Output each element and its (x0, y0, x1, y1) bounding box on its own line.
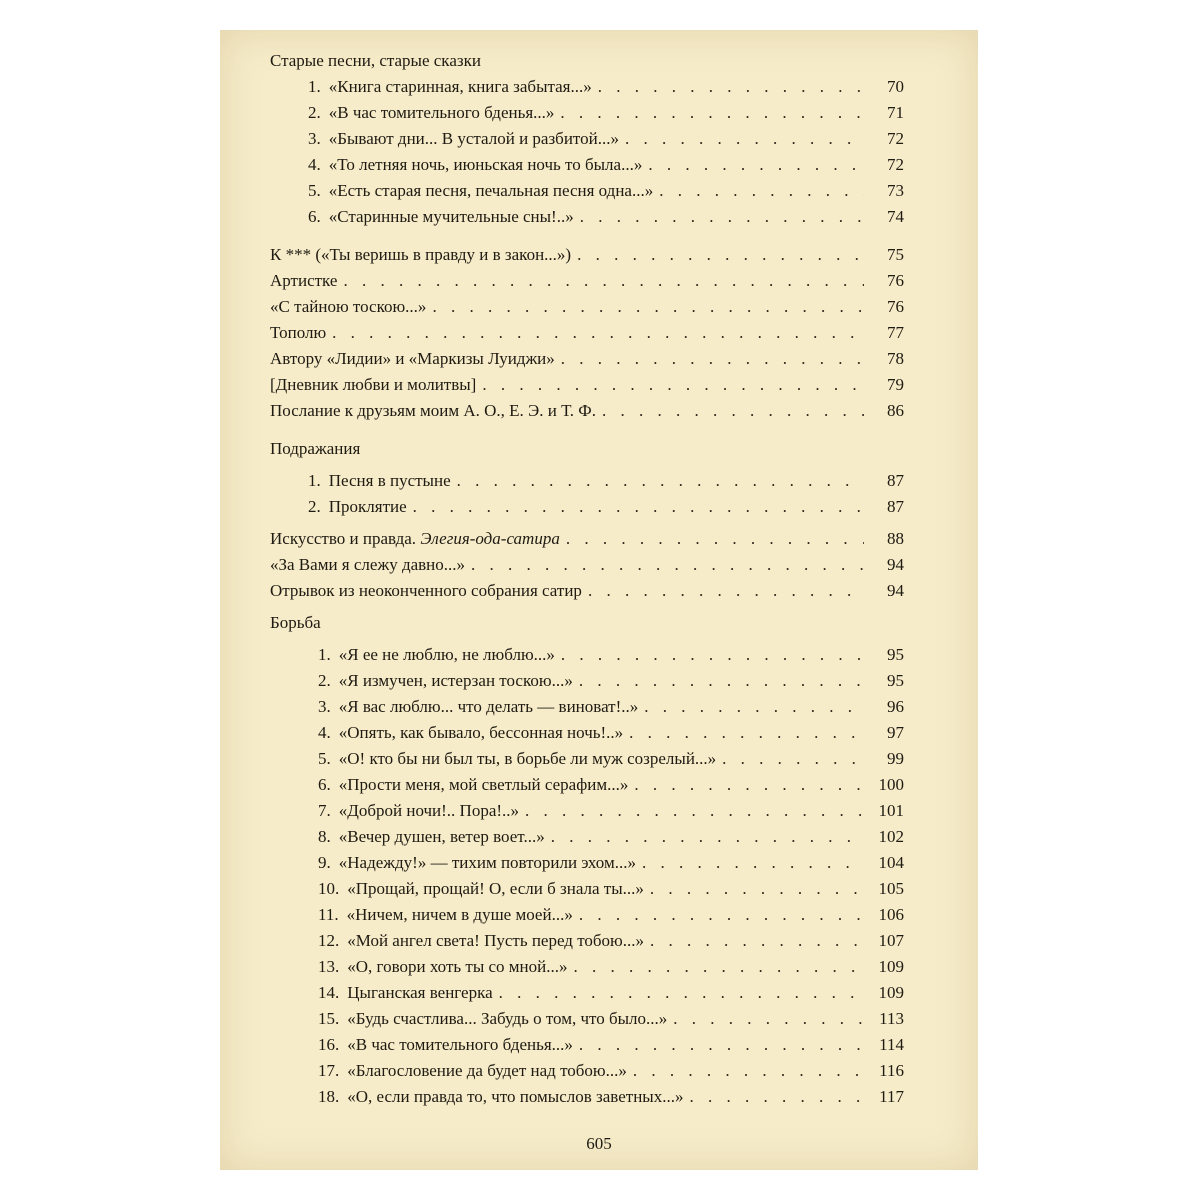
entry-title: Артистке (270, 271, 338, 290)
entry-page: 72 (887, 129, 904, 148)
entry-number: 6. (318, 775, 331, 794)
toc-entry (270, 1006, 904, 1032)
entry-number: 10. (318, 879, 340, 898)
entry-page: 107 (878, 931, 904, 950)
section-old-songs-list (270, 74, 904, 230)
leader-dots (722, 746, 864, 772)
toc-entry (270, 798, 904, 824)
entry-page: 87 (887, 471, 904, 490)
entry-title: «То летняя ночь, июньская ночь то была...» (328, 155, 643, 174)
entry-number: 5. (318, 749, 331, 768)
toc-entry (270, 398, 904, 424)
leader-dots (574, 954, 865, 980)
toc-entry (270, 468, 904, 494)
page-number: 605 (586, 1134, 612, 1153)
leader-dots (499, 980, 864, 1006)
leader-dots (525, 798, 864, 824)
entry-title: «Прощай, прощай! О, если б знала ты...» (347, 879, 644, 898)
entry-title: «Мой ангел света! Пусть перед тобою...» (347, 931, 644, 950)
entry-page: 94 (887, 555, 904, 574)
entry-page: 102 (878, 827, 904, 846)
entry-title: К *** («Ты веришь в правду и в закон...») (270, 245, 572, 264)
toc-entry (270, 928, 904, 954)
leader-dots (551, 824, 864, 850)
toc-entry (270, 100, 904, 126)
entry-page: 73 (887, 181, 904, 200)
entry-number: 13. (318, 957, 340, 976)
entry-title-italic: Элегия-ода-сатира (420, 529, 560, 548)
entry-title: Послание к друзьям моим А. О., Е. Э. и Т. Ф. (270, 401, 596, 420)
toc-entry (270, 720, 904, 746)
leader-dots (432, 294, 864, 320)
entry-page: 88 (887, 529, 904, 548)
entry-page: 101 (878, 801, 904, 820)
entry-page: 94 (887, 581, 904, 600)
entry-title: «Будь счастлива... Забудь о том, что было...» (347, 1009, 668, 1028)
entry-page: 77 (887, 323, 904, 342)
entry-number: 14. (318, 983, 340, 1002)
entry-title: «Вечер душен, ветер воет...» (338, 827, 545, 846)
leader-dots (579, 1032, 864, 1058)
leader-dots (457, 468, 864, 494)
leader-dots (650, 928, 864, 954)
leader-dots (629, 720, 864, 746)
leader-dots (644, 694, 864, 720)
entry-title: «Я измучен, истерзан тоскою...» (338, 671, 573, 690)
toc-entry (270, 980, 904, 1006)
entry-page: 70 (887, 77, 904, 96)
entry-page: 71 (887, 103, 904, 122)
toc-entry (270, 694, 904, 720)
entry-number: 6. (308, 207, 321, 226)
entry-number: 2. (318, 671, 331, 690)
leader-dots (561, 642, 864, 668)
entry-title: «Книга старинная, книга забытая...» (328, 77, 592, 96)
leader-dots (579, 668, 864, 694)
entry-number: 1. (308, 77, 321, 96)
leader-dots (634, 772, 864, 798)
entry-number: 12. (318, 931, 340, 950)
leader-dots (689, 1084, 864, 1110)
entry-page: 79 (887, 375, 904, 394)
toc-entry (270, 74, 904, 100)
entry-number: 1. (308, 471, 321, 490)
toc-entry (270, 876, 904, 902)
entry-title: «Прости меня, мой светлый серафим...» (338, 775, 629, 794)
entry-title: «О, говори хоть ты со мной...» (347, 957, 568, 976)
toc-entry (270, 954, 904, 980)
leader-dots (602, 398, 864, 424)
entry-title: Отрывок из неоконченного собрания сатир (270, 581, 582, 600)
entry-page: 78 (887, 349, 904, 368)
entry-number: 2. (308, 497, 321, 516)
section-title-imitations: Подражания (270, 439, 361, 458)
entry-title: «О! кто бы ни был ты, в борьбе ли муж созрелый...» (338, 749, 717, 768)
entry-page: 109 (878, 983, 904, 1002)
entry-title: Проклятие (328, 497, 407, 516)
leader-dots (588, 578, 864, 604)
entry-title: «Надежду!» — тихим повторили эхом...» (338, 853, 636, 872)
spacer (270, 230, 904, 242)
leader-dots (659, 178, 864, 204)
entry-number: 11. (318, 905, 339, 924)
entry-page: 74 (887, 207, 904, 226)
toc-entry (270, 668, 904, 694)
leader-dots (413, 494, 864, 520)
entry-title: [Дневник любви и молитвы] (270, 375, 477, 394)
toc-entry (270, 746, 904, 772)
entry-page: 99 (887, 749, 904, 768)
entry-number: 4. (318, 723, 331, 742)
entry-page: 109 (878, 957, 904, 976)
leader-dots (560, 100, 864, 126)
entry-page: 75 (887, 245, 904, 264)
entry-title: «В час томительного бденья...» (347, 1035, 573, 1054)
toc-entry (270, 126, 904, 152)
entry-number: 16. (318, 1035, 340, 1054)
entry-page: 106 (878, 905, 904, 924)
entry-page: 97 (887, 723, 904, 742)
entry-page: 104 (878, 853, 904, 872)
entry-page: 95 (887, 671, 904, 690)
standalone-list-1 (270, 242, 904, 424)
toc-entry (270, 1084, 904, 1110)
leader-dots (673, 1006, 864, 1032)
table-of-contents (270, 48, 904, 1110)
entry-page: 116 (879, 1061, 904, 1080)
leader-dots (625, 126, 864, 152)
toc-entry (270, 152, 904, 178)
spacer (270, 424, 904, 436)
entry-page: 72 (887, 155, 904, 174)
section-imitations-list (270, 468, 904, 520)
entry-number: 3. (308, 129, 321, 148)
toc-entry (270, 772, 904, 798)
toc-entry (270, 824, 904, 850)
toc-entry (270, 242, 904, 268)
toc-entry (270, 1032, 904, 1058)
entry-title: «Благословение да будет над тобою...» (347, 1061, 627, 1080)
entry-title: «Я вас люблю... что делать — виноват!..» (338, 697, 639, 716)
entry-number: 18. (318, 1087, 340, 1106)
toc-entry (270, 178, 904, 204)
leader-dots (648, 152, 864, 178)
leader-dots (580, 204, 864, 230)
toc-entry (270, 372, 904, 398)
entry-page: 76 (887, 297, 904, 316)
toc-entry (270, 902, 904, 928)
leader-dots (577, 242, 864, 268)
entry-page: 95 (887, 645, 904, 664)
entry-title-main: Искусство и правда. (270, 529, 421, 548)
entry-number: 9. (318, 853, 331, 872)
entry-title: «Ничем, ничем в душе моей...» (346, 905, 573, 924)
entry-number: 7. (318, 801, 331, 820)
entry-page: 105 (878, 879, 904, 898)
leader-dots (332, 320, 864, 346)
leader-dots (579, 902, 864, 928)
section-struggle-list (270, 642, 904, 1110)
entry-number: 4. (308, 155, 321, 174)
leader-dots (561, 346, 864, 372)
entry-page: 86 (887, 401, 904, 420)
toc-entry (270, 850, 904, 876)
entry-page: 87 (887, 497, 904, 516)
entry-number: 2. (308, 103, 321, 122)
entry-number: 1. (318, 645, 331, 664)
entry-page: 100 (878, 775, 904, 794)
entry-title: «Опять, как бывало, бессонная ночь!..» (338, 723, 624, 742)
entry-title: «В час томительного бденья...» (328, 103, 555, 122)
entry-title: «О, если правда то, что помыслов заветных...» (347, 1087, 684, 1106)
toc-entry (270, 642, 904, 668)
toc-entry (270, 320, 904, 346)
entry-number: 5. (308, 181, 321, 200)
section-title-old-songs: Старые песни, старые сказки (270, 51, 481, 70)
section-title-struggle: Борьба (270, 613, 321, 632)
toc-entry (270, 1058, 904, 1084)
entry-title: «С тайною тоскою...» (270, 297, 427, 316)
entry-title: «Доброй ночи!.. Пора!..» (338, 801, 520, 820)
leader-dots (471, 552, 864, 578)
entry-title: «За Вами я слежу давно...» (270, 555, 466, 574)
entry-page: 96 (887, 697, 904, 716)
standalone-list-2 (270, 526, 904, 604)
leader-dots (343, 268, 864, 294)
entry-title: «Бывают дни... В усталой и разбитой...» (328, 129, 619, 148)
entry-page: 76 (887, 271, 904, 290)
toc-entry (270, 552, 904, 578)
toc-entry (270, 204, 904, 230)
leader-dots (642, 850, 864, 876)
entry-title: «Есть старая песня, печальная песня одна...» (328, 181, 654, 200)
toc-entry (270, 526, 904, 552)
entry-title: «Старинные мучительные сны!..» (328, 207, 574, 226)
toc-entry (270, 268, 904, 294)
entry-number: 3. (318, 697, 331, 716)
toc-entry (270, 494, 904, 520)
entry-page: 117 (879, 1087, 904, 1106)
entry-page: 114 (879, 1035, 904, 1054)
entry-title: Цыганская венгерка (347, 983, 493, 1002)
entry-title (270, 526, 560, 552)
leader-dots (482, 372, 864, 398)
entry-number: 15. (318, 1009, 340, 1028)
entry-page: 113 (879, 1009, 904, 1028)
leader-dots (650, 876, 864, 902)
book-page (220, 30, 978, 1170)
entry-title: Тополю (270, 323, 327, 342)
entry-title: «Я ее не люблю, не люблю...» (338, 645, 555, 664)
entry-number: 8. (318, 827, 331, 846)
entry-title: Автору «Лидии» и «Маркизы Луиджи» (270, 349, 555, 368)
entry-title: Песня в пустыне (328, 471, 451, 490)
toc-entry (270, 346, 904, 372)
toc-entry (270, 294, 904, 320)
entry-number: 17. (318, 1061, 340, 1080)
leader-dots (633, 1058, 864, 1084)
leader-dots (598, 74, 864, 100)
toc-entry (270, 578, 904, 604)
leader-dots (566, 526, 864, 552)
